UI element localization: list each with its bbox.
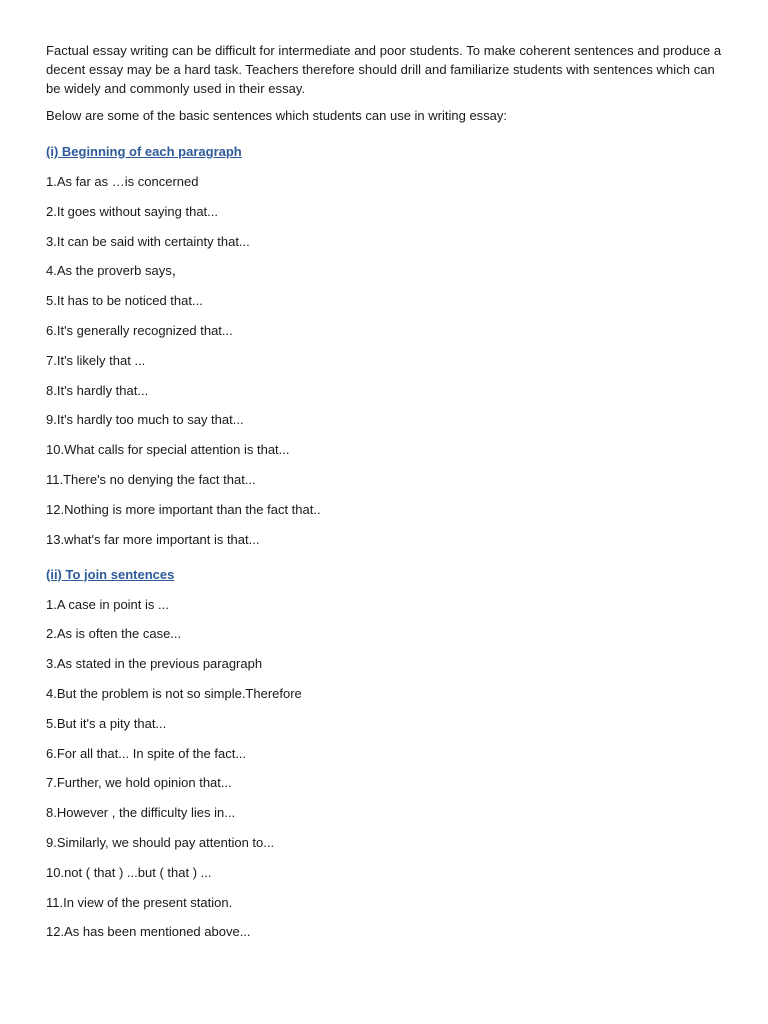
beginning-phrases-list (46, 172, 726, 549)
lead-sentence: Below are some of the basic sentences which students can use in writing essay: (46, 108, 508, 123)
document-page (46, 41, 726, 952)
list-item: 1.A case in point is ... (46, 596, 169, 612)
list-item: 4.As the proverb says， (46, 263, 185, 279)
list-item: 7.Further, we hold opinion that... (46, 775, 232, 791)
list-item: 5.It has to be noticed that... (46, 293, 203, 309)
list-item: 12.Nothing is more important than the fact that.. (46, 501, 321, 517)
list-item: 6.For all that... In spite of the fact... (46, 745, 247, 761)
list-item: 10.not ( that ) ...but ( that ) ... (46, 864, 212, 880)
list-item: 10.What calls for special attention is that... (46, 442, 290, 458)
list-item: 3.As stated in the previous paragraph (46, 656, 263, 672)
list-item: 3.It can be said with certainty that... (46, 233, 250, 249)
list-item: 5.But it's a pity that... (46, 715, 167, 731)
section-heading-join[interactable]: (ii) To join sentences (46, 566, 175, 582)
intro-paragraph: Factual essay writing can be difficult for intermediate and poor students. To make coherent sentences and produce a decent essay may be a hard task. Teachers therefore should drill and familiarize students with sentences which can be widely and commonly used in their essay. (46, 43, 722, 96)
list-item: 7.It's likely that ... (46, 352, 146, 368)
list-item: 6.It's generally recognized that... (46, 322, 233, 338)
list-item: 4.But the problem is not so simple.Therefore (46, 685, 302, 701)
joining-phrases-list (46, 595, 726, 942)
list-item: 12.As has been mentioned above... (46, 924, 251, 940)
list-item: 9.It's hardly too much to say that... (46, 412, 244, 428)
list-item: 13.what's far more important is that... (46, 531, 260, 547)
list-item: 2.As is often the case... (46, 626, 182, 642)
list-item: 9.Similarly, we should pay attention to... (46, 834, 275, 850)
list-item: 11.There's no denying the fact that... (46, 471, 256, 487)
list-item: 8.However , the difficulty lies in... (46, 805, 236, 821)
section-heading-beginning[interactable]: (i) Beginning of each paragraph (46, 144, 242, 159)
list-item: 8.It's hardly that... (46, 382, 149, 398)
list-item: 1.As far as …is concerned (46, 174, 199, 189)
list-item: 2.It goes without saying that... (46, 203, 218, 219)
list-item: 11.In view of the present station. (46, 894, 233, 910)
